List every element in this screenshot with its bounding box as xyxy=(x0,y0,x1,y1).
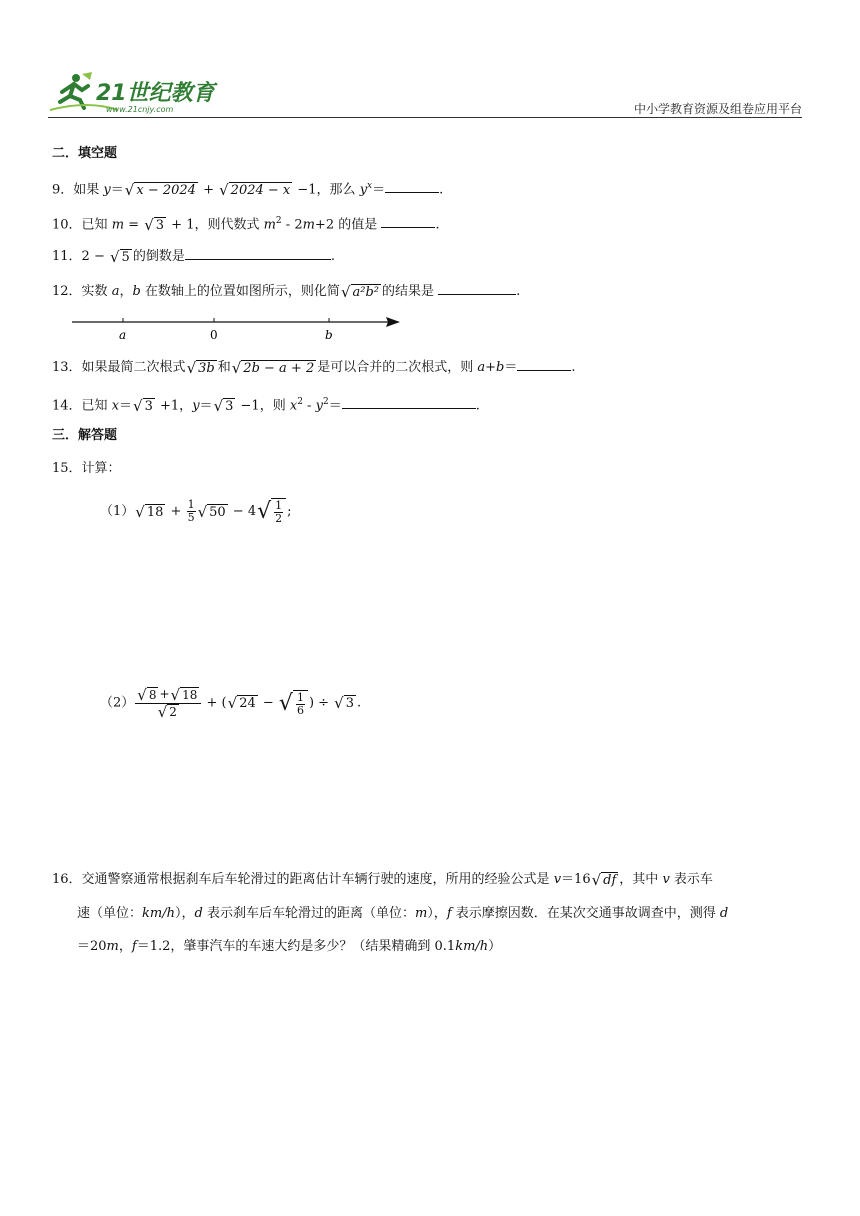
radical: √ 3 xyxy=(213,396,234,415)
radical: √ $\frac{1}{6}$ xyxy=(279,690,308,717)
question-number: 9． xyxy=(52,182,74,198)
radical: √ 18 xyxy=(135,502,164,521)
platform-name: 中小学教育资源及组卷应用平台 xyxy=(633,102,802,116)
question-number: 12． xyxy=(52,284,82,299)
answer-blank[interactable] xyxy=(438,280,516,295)
answer-blank[interactable] xyxy=(185,245,331,260)
logo-url: www.21cnjy.com xyxy=(106,105,174,114)
radical: √ df xyxy=(591,870,617,889)
logo-text: 21世纪教育 xyxy=(96,81,215,106)
radical: √ 2024 − x xyxy=(219,180,291,199)
fraction: $\frac{1}{5}$ xyxy=(187,498,195,524)
radical: √ a²b² xyxy=(340,282,379,301)
radical: √ 3 xyxy=(334,694,355,712)
question-9: 9．如果 y＝ √ x − 2024 + √ 2024 − x −1，那么 $y^x=$ . xyxy=(52,176,443,200)
radical: √ 3 xyxy=(144,215,165,234)
question-13: 13．如果最简二次根式 √ 3b 和 √ 2b − a + 2 是可以合并的二次根式，则 a+b＝ . xyxy=(52,356,576,378)
answer-blank[interactable] xyxy=(342,394,476,409)
question-12: 12．实数 a，b 在数轴上的位置如图所示，则化简 √ a²b² 的结果是 . xyxy=(52,280,520,302)
header-divider xyxy=(48,117,802,118)
section-title-fill-blank: 二．填空题 xyxy=(52,146,118,161)
radical: √ 3 xyxy=(133,396,153,415)
number-line xyxy=(70,312,410,346)
radical: √ 5 xyxy=(109,247,130,266)
question-10: 10．已知 m = √ 3 + 1，则代数式 $m^2 - 2m+2$ 的值是 . xyxy=(52,211,440,235)
fraction: $\frac{1}{2}$ xyxy=(275,499,283,525)
question-16-line-1: 16．交通警察通常根据刹车后车轮滑过的距离估计车辆行驶的速度，所用的经验公式是 v＝16 √ df ，其中 v 表示车 xyxy=(52,870,713,889)
question-number: 10． xyxy=(52,217,82,233)
tick-label-a: a xyxy=(119,328,127,342)
question-15-part-2: （2） √ 8 + √ 18 √ 2 + ( √ 24 − √ $\frac{1}{6}$ ) ÷ √ 3 . xyxy=(100,685,362,721)
tick-label-b: b xyxy=(325,328,333,342)
fraction: √ 8 + √ 18 √ 2 xyxy=(135,686,201,720)
fraction: $\frac{1}{6}$ xyxy=(296,690,304,717)
tick-label-0: 0 xyxy=(210,328,218,342)
radical: √ 24 xyxy=(227,694,256,712)
question-15: 15．计算： xyxy=(52,461,121,476)
question-number: 14． xyxy=(52,398,82,414)
radical: √ 2b − a + 2 xyxy=(231,358,315,377)
radical: √ 50 xyxy=(197,502,226,521)
question-number: 13． xyxy=(52,360,82,375)
answer-blank[interactable] xyxy=(517,356,571,371)
question-14: 14．已知 x＝ √ 3 +1，y＝ √ 3 −1，则 $x^2 - y^2=$ . xyxy=(52,392,480,416)
answer-blank[interactable] xyxy=(385,178,439,193)
arrow-right-icon xyxy=(386,317,400,327)
radical: √ x − 2024 xyxy=(124,180,196,199)
question-16-line-3: ＝20m，f＝1.2，肇事汽车的车速大约是多少？（结果精确到 0.1km/h） xyxy=(77,939,502,954)
radical: √ 3b xyxy=(186,358,215,377)
question-number: 16． xyxy=(52,872,82,887)
radical: √ $\frac{1}{2}$ xyxy=(257,498,286,525)
question-11: 11．2 − √ 5 的倒数是 . xyxy=(52,245,335,267)
question-number: 11． xyxy=(52,249,82,264)
question-16-line-2: 速（单位：km/h），d 表示刹车后车轮滑过的距离（单位：m），f 表示摩擦因数．在某次交通事故调查中，测得 d xyxy=(77,906,729,921)
question-number: 15． xyxy=(52,461,82,476)
logo xyxy=(48,70,218,116)
answer-blank[interactable] xyxy=(381,213,435,228)
section-title-solve: 三．解答题 xyxy=(52,428,118,443)
question-15-part-1: （1） √ 18 + $\frac{1}{5}$ √ 50 − 4 √ $\frac{1}{2}$ ; xyxy=(100,498,292,525)
